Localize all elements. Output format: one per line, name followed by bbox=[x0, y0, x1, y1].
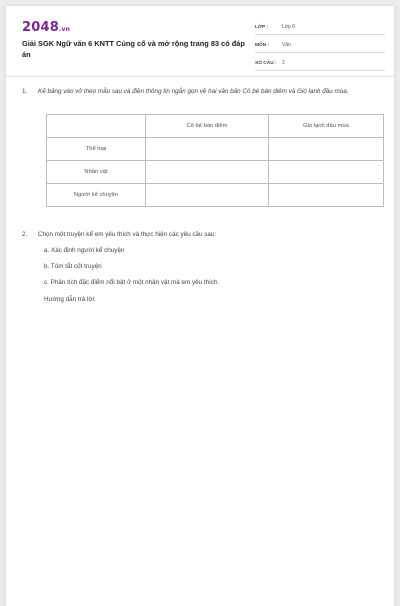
table-row bbox=[47, 161, 384, 184]
meta-row-question-count: SỐ CÂU : 2 bbox=[255, 56, 385, 71]
question-1-text: Kẻ bảng vào vở theo mẫu sau và điền thông tin ngắn gọn về hai văn bản Cô bé bán diêm và Gió lạnh đầu mùa. bbox=[38, 88, 349, 95]
table-header-cell: Gió lạnh đầu mùa bbox=[269, 115, 384, 138]
row-label: Người kể chuyện bbox=[47, 184, 146, 207]
question-2: 2. Chọn một truyện kể em yêu thích và thực hiện các yêu cầu sau: bbox=[22, 229, 378, 240]
header-divider bbox=[6, 76, 394, 77]
table-row bbox=[47, 138, 384, 161]
question-1: 1. Kẻ bảng vào vở theo mẫu sau và điền thông tin ngắn gọn về hai văn bản Cô bé bán diêm và Gió lạnh đầu mùa. bbox=[22, 86, 378, 97]
metadata-panel bbox=[255, 20, 385, 74]
option-a: a. Xác định người kể chuyện bbox=[44, 247, 125, 254]
meta-row-subject: MÔN : Văn bbox=[255, 38, 385, 53]
document-title: Giải SGK Ngữ văn 6 KNTT Củng cố và mở rộng trang 83 có đáp án bbox=[22, 39, 245, 59]
table-header-row bbox=[47, 115, 384, 138]
answer-guide-label: Hướng dẫn trả lời: bbox=[44, 296, 96, 303]
site-logo[interactable]: 2048.vn bbox=[22, 20, 71, 35]
row-label: Thể loại bbox=[47, 138, 146, 161]
option-b: b. Tóm tắt cốt truyện bbox=[44, 263, 102, 270]
document-page bbox=[6, 6, 394, 606]
meta-row-grade: LỚP : Lớp 6 bbox=[255, 20, 385, 35]
option-c: c. Phân tích đặc điểm nổi bật ở một nhân vật mà em yêu thích. bbox=[44, 279, 220, 286]
comparison-table bbox=[46, 114, 384, 207]
table-row bbox=[47, 184, 384, 207]
row-label: Nhân vật bbox=[47, 161, 146, 184]
table-header-cell: Cô bé bán diêm bbox=[146, 115, 269, 138]
question-2-text: Chọn một truyện kể em yêu thích và thực hiện các yêu cầu sau: bbox=[38, 231, 217, 238]
